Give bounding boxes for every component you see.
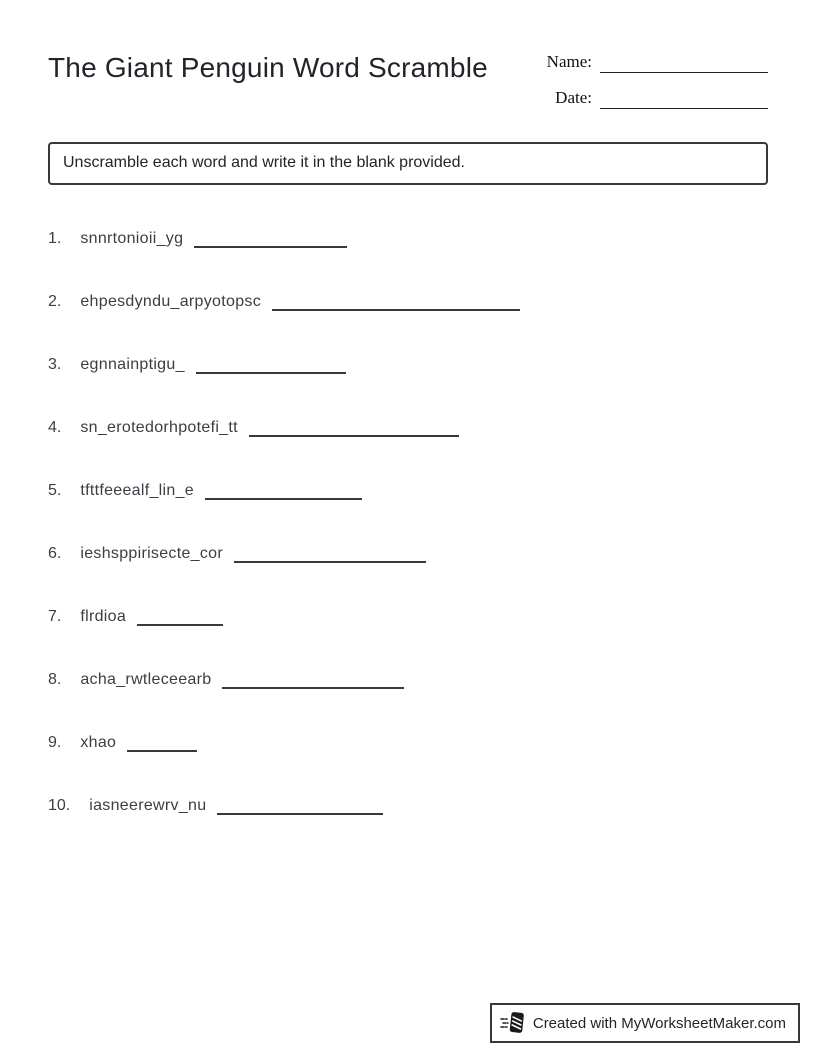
item-number: 7. [48, 608, 62, 625]
scrambled-word: ieshsppirisecte_cor [80, 545, 223, 562]
item-number: 8. [48, 671, 62, 688]
scrambled-word: tfttfeeealf_lin_e [80, 482, 194, 499]
word-row [48, 291, 768, 313]
page-title: The Giant Penguin Word Scramble [48, 52, 488, 83]
answer-blank[interactable] [194, 246, 347, 248]
item-number: 10. [48, 797, 71, 814]
answer-blank[interactable] [272, 309, 520, 311]
item-number: 9. [48, 734, 62, 751]
name-date-fields [523, 52, 768, 124]
answer-blank[interactable] [234, 561, 426, 563]
date-blank-line[interactable] [600, 108, 768, 109]
name-label: Name: [546, 52, 592, 71]
instructions-box [48, 142, 768, 185]
date-field [523, 88, 768, 108]
scrambled-word: xhao [80, 734, 117, 751]
scrambled-word: ehpesdyndu_arpyotopsc [80, 293, 261, 310]
answer-blank[interactable] [196, 372, 346, 374]
scrambled-word: acha_rwtleceearb [80, 671, 212, 688]
answer-blank[interactable] [127, 750, 197, 752]
word-row [48, 606, 768, 628]
word-row [48, 480, 768, 502]
answer-blank[interactable] [217, 813, 383, 815]
answer-blank[interactable] [222, 687, 404, 689]
credit-text: Created with MyWorksheetMaker.com [532, 1014, 786, 1032]
word-row [48, 669, 768, 691]
scrambled-word: flrdioa [80, 608, 127, 625]
word-row [48, 795, 768, 817]
scrambled-word: iasneerewrv_nu [89, 797, 207, 814]
word-row [48, 543, 768, 565]
item-number: 6. [48, 545, 62, 562]
instructions-text: Unscramble each word and write it in the blank provided. [63, 154, 465, 171]
item-number: 3. [48, 356, 62, 373]
word-row [48, 354, 768, 376]
scrambled-word: sn_erotedorhpotefi_tt [80, 419, 238, 436]
item-number: 5. [48, 482, 62, 499]
date-label: Date: [555, 88, 592, 107]
word-row [48, 732, 768, 754]
name-field [523, 52, 768, 72]
name-blank-line[interactable] [600, 72, 768, 73]
header [0, 0, 816, 124]
word-row [48, 417, 768, 439]
credit-badge[interactable] [490, 1003, 800, 1043]
item-number: 2. [48, 293, 62, 310]
answer-blank[interactable] [205, 498, 362, 500]
answer-blank[interactable] [137, 624, 223, 626]
word-list [48, 228, 768, 817]
item-number: 4. [48, 419, 62, 436]
scrambled-word: egnnainptigu_ [80, 356, 185, 373]
myworksheetmaker-logo-icon [500, 1010, 526, 1036]
answer-blank[interactable] [249, 435, 459, 437]
item-number: 1. [48, 230, 62, 247]
word-row [48, 228, 768, 250]
scrambled-word: snnrtonioii_yg [80, 230, 184, 247]
